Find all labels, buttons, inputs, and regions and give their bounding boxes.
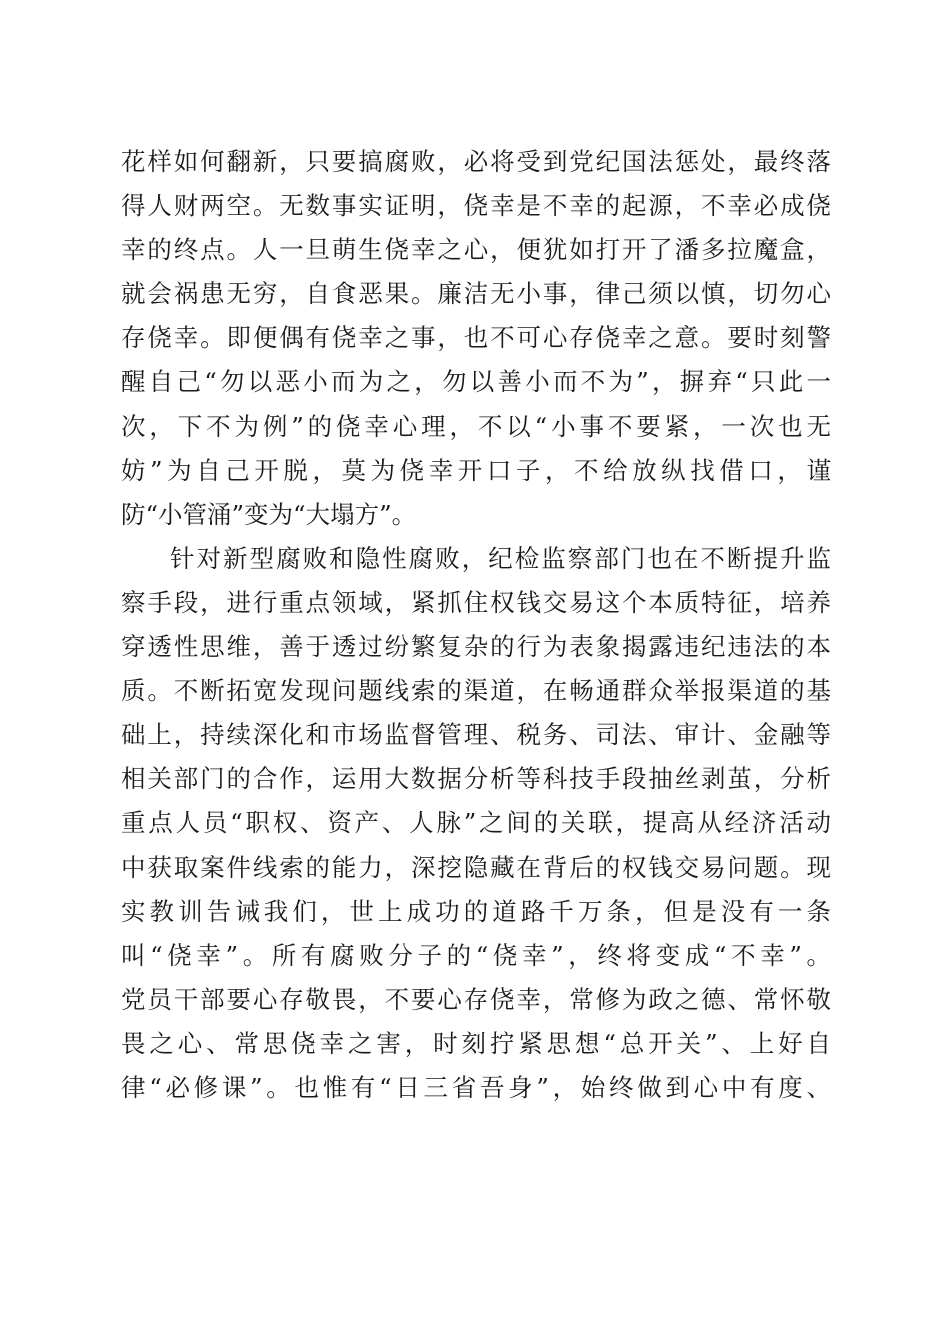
text-line: 妨”为自己开脱，莫为侥幸开口子，不给放纵找借口，谨 <box>121 455 831 485</box>
text-line: 存侥幸。即便偶有侥幸之事，也不可心存侥幸之意。要时刻警 <box>121 323 831 353</box>
text-line: 中获取案件线索的能力，深挖隐藏在背后的权钱交易问题。现 <box>121 852 831 882</box>
text-line: 质。不断拓宽发现问题线索的渠道，在畅通群众举报渠道的基 <box>121 676 831 706</box>
text-line: 花样如何翻新，只要搞腐败，必将受到党纪国法惩处，最终落 <box>121 147 831 176</box>
text-line: 叫“侥幸”。所有腐败分子的“侥幸”，终将变成“不幸”。 <box>121 940 831 970</box>
text-line: 畏之心、常思侥幸之害，时刻拧紧思想“总开关”、上好自 <box>121 1028 831 1058</box>
text-line: 幸的终点。人一旦萌生侥幸之心，便犹如打开了潘多拉魔盒， <box>121 235 831 265</box>
text-line: 实教训告诫我们，世上成功的道路千万条，但是没有一条 <box>121 896 831 926</box>
text-line: 重点人员“职权、资产、人脉”之间的关联，提高从经济活动 <box>121 808 831 838</box>
text-line: 础上，持续深化和市场监督管理、税务、司法、审计、金融等 <box>121 720 831 750</box>
body-text <box>121 140 831 1110</box>
paragraph-first-line: 针对新型腐败和隐性腐败，纪检监察部门也在不断提升监 <box>170 543 831 573</box>
text-line: 防“小管涌”变为“大塌方”。 <box>121 499 417 529</box>
text-line: 相关部门的合作，运用大数据分析等科技手段抽丝剥茧，分析 <box>121 764 831 794</box>
text-line: 律“必修课”。也惟有“日三省吾身”，始终做到心中有度、 <box>121 1072 831 1102</box>
text-line: 醒自己“勿以恶小而为之，勿以善小而不为”，摒弃“只此一 <box>121 367 831 397</box>
text-line: 次，下不为例”的侥幸心理，不以“小事不要紧，一次也无 <box>121 411 831 441</box>
text-line: 就会祸患无穷，自食恶果。廉洁无小事，律己须以慎，切勿心 <box>121 279 831 309</box>
text-line: 得人财两空。无数事实证明，侥幸是不幸的起源，不幸必成侥 <box>121 191 831 221</box>
text-line: 穿透性思维，善于透过纷繁复杂的行为表象揭露违纪违法的本 <box>121 632 831 662</box>
text-line: 党员干部要心存敬畏，不要心存侥幸，常修为政之德、常怀敬 <box>121 984 831 1014</box>
text-line: 察手段，进行重点领域，紧抓住权钱交易这个本质特征，培养 <box>121 587 831 617</box>
